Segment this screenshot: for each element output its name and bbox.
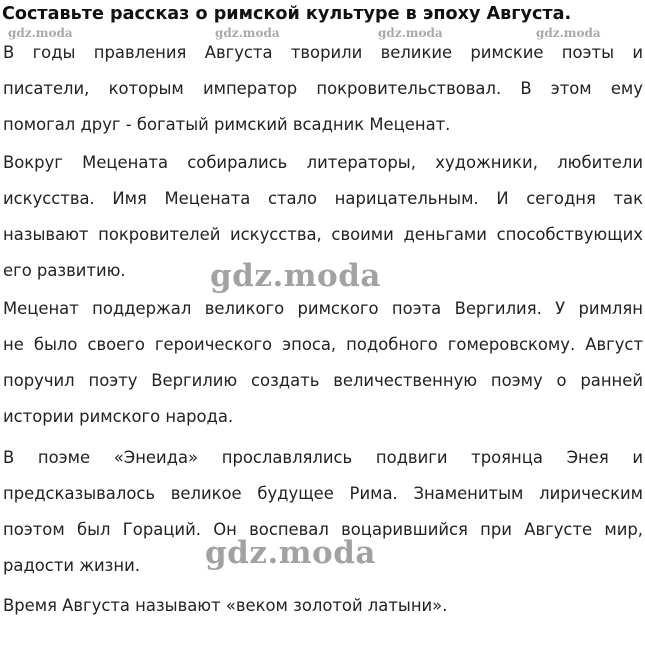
- text-line: писатели, которым император покровительствовал. В этом ему: [3, 79, 643, 98]
- text-line: искусства. Имя Мецената стало нарицательным. И сегодня так: [3, 189, 643, 208]
- text-line: Меценат поддержал великого римского поэта Вергилия. У римлян: [3, 299, 643, 318]
- text-line: поэтом был Гораций. Он воспевал воцарившийся при Августе мир,: [3, 520, 643, 539]
- watermark-small: gdz.moda: [536, 26, 601, 40]
- text-line: В поэме «Энеида» прославлялись подвиги троянца Энея и: [3, 448, 643, 467]
- text-line: Вокруг Мецената собирались литераторы, художники, любители: [3, 153, 643, 172]
- text-line: называют покровителей искусства, своими деньгами способствующих: [3, 225, 643, 244]
- watermark-large: gdz.moda: [205, 535, 376, 571]
- document-title: Составьте рассказ о римской культуре в эпоху Августа.: [2, 4, 572, 24]
- paragraph-1: [3, 35, 643, 143]
- paragraph-5: [3, 588, 643, 624]
- watermark-small: gdz.moda: [8, 26, 73, 40]
- watermark-small: gdz.moda: [215, 26, 280, 40]
- text-line: помогал друг - богатый римский всадник Меценат.: [3, 115, 451, 134]
- watermark-small: gdz.moda: [378, 26, 443, 40]
- text-line: поручил поэту Вергилию создать величественную поэму о ранней: [3, 371, 643, 390]
- text-line: его развитию.: [3, 261, 126, 280]
- text-line: предсказывалось великое будущее Рима. Знаменитым лирическим: [3, 484, 643, 503]
- watermark-large: gdz.moda: [210, 258, 381, 294]
- text-line: Время Августа называют «веком золотой латыни».: [3, 596, 448, 615]
- text-line: истории римского народа.: [3, 407, 234, 426]
- paragraph-3: [3, 291, 643, 435]
- text-line: не было своего героического эпоса, подобного гомеровскому. Август: [3, 335, 643, 354]
- text-line: В годы правления Августа творили великие римские поэты и: [3, 43, 643, 62]
- text-line: радости жизни.: [3, 556, 140, 575]
